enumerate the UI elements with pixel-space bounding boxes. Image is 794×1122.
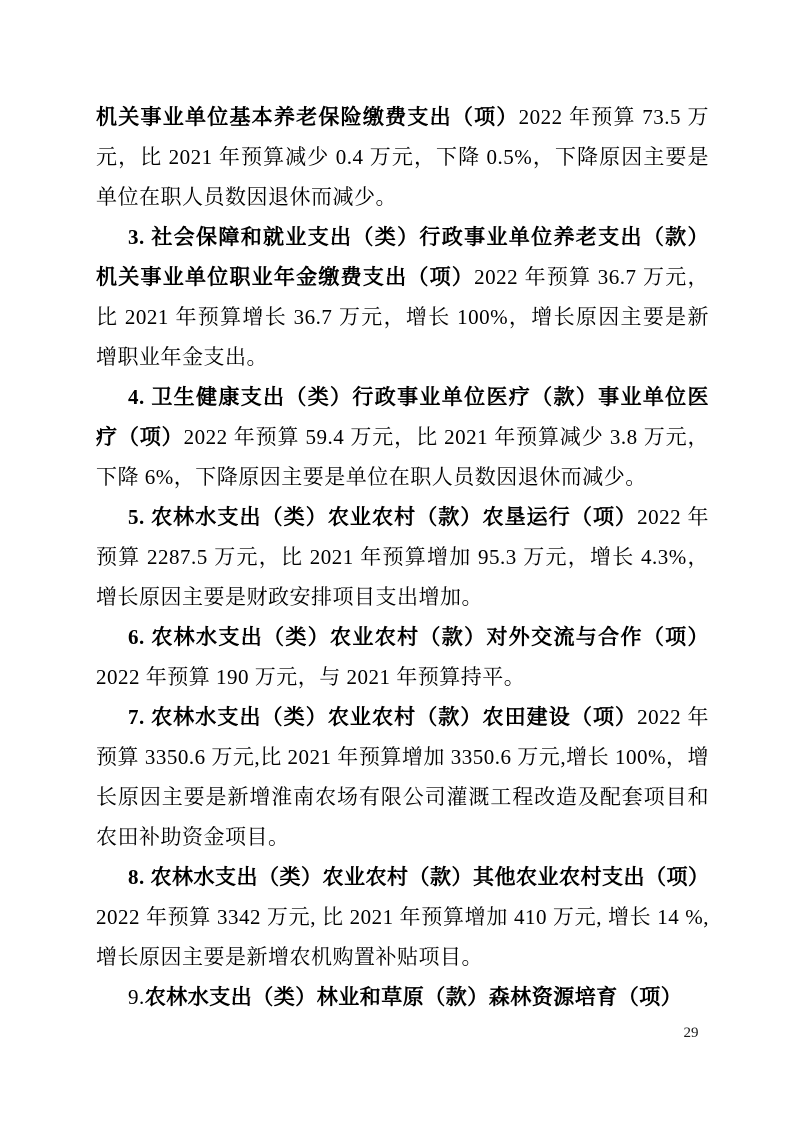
item-heading: 7. 农林水支出（类）农业农村（款）农田建设（项） xyxy=(128,705,638,729)
item-heading: 农林水支出（类）林业和草原（款）森林资源培育（项） xyxy=(144,985,683,1009)
item-detail: 2022 年预算 59.4 万元，比 2021 年预算减少 3.8 万元，下降 6%，下降原因主要是单位在职人员数因退休而减少。 xyxy=(96,425,710,489)
item-heading: 8. 农林水支出（类）农业农村（款）其他农业农村支出（项） xyxy=(128,865,710,889)
budget-paragraph-item-9-forest xyxy=(96,977,709,1017)
item-heading: 5. 农林水支出（类）农业农村（款）农垦运行（项） xyxy=(128,505,638,529)
item-heading: 6. 农林水支出（类）农业农村（款）对外交流与合作（项） xyxy=(128,625,709,649)
item-detail: 2022 年预算 73.5 万元，比 2021 年预算减少 0.4 万元，下降 0.5%，下降原因主要是单位在职人员数因退休而减少。 xyxy=(96,105,710,209)
item-detail: 2022 年预算 3342 万元, 比 2021 年预算增加 410 万元, 增长 14 %, 增长原因主要是新增农机购置补贴项目。 xyxy=(96,905,709,969)
item-number: 9. xyxy=(128,985,145,1009)
page-number: 29 xyxy=(683,1025,699,1041)
item-heading: 机关事业单位基本养老保险缴费支出（项） xyxy=(96,105,519,129)
budget-paragraph-item-8-other-agri xyxy=(96,857,709,977)
budget-paragraph-pension-contribution xyxy=(96,97,709,217)
budget-paragraph-item-3-annuity xyxy=(96,217,709,377)
budget-paragraph-item-7-farmland xyxy=(96,697,709,857)
item-detail: 2022 年预算 2287.5 万元，比 2021 年预算增加 95.3 万元，增长 4.3%，增长原因主要是财政安排项目支出增加。 xyxy=(96,505,709,609)
item-detail: 2022 年预算 36.7 万元，比 2021 年预算增长 36.7 万元，增长 100%，增长原因主要是新增职业年金支出。 xyxy=(96,265,710,369)
item-heading: 4. 卫生健康支出（类）行政事业单位医疗（款）事业单位医疗（项） xyxy=(96,385,709,449)
item-detail: 2022 年预算 190 万元，与 2021 年预算持平。 xyxy=(96,665,526,689)
budget-paragraph-item-4-health xyxy=(96,377,709,497)
budget-paragraph-item-5-nongken xyxy=(96,497,709,617)
budget-paragraph-item-6-exchange xyxy=(96,617,709,697)
item-detail: 2022 年预算 3350.6 万元,比 2021 年预算增加 3350.6 万元,增长 100%，增长原因主要是新增淮南农场有限公司灌溉工程改造及配套项目和农田补助资金项目。 xyxy=(96,705,709,849)
document-body xyxy=(96,97,709,1017)
item-heading: 3. 社会保障和就业支出（类）行政事业单位养老支出（款）机关事业单位职业年金缴费支出（项） xyxy=(96,225,709,289)
